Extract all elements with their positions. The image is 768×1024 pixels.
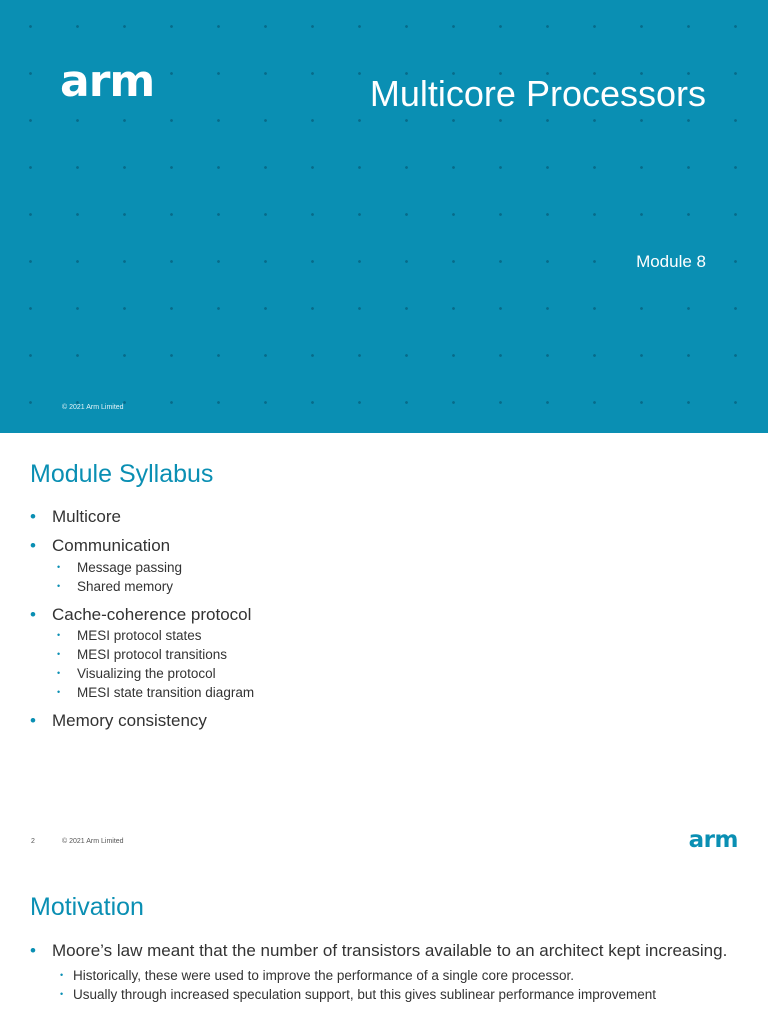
- sub-list-item-label: Usually through increased speculation support, but this gives sublinear performance improvement: [73, 987, 657, 1002]
- sub-list-item: [60, 966, 740, 985]
- sub-list-item: [55, 683, 730, 702]
- sub-list-item: [55, 577, 730, 596]
- sub-list-item-label: MESI protocol transitions: [77, 647, 228, 663]
- list-item: [30, 507, 730, 527]
- sub-list-item: [60, 985, 740, 1004]
- motivation-slide: [0, 861, 768, 1024]
- sub-list-item: [55, 645, 730, 664]
- bullet-icon: •: [30, 536, 36, 556]
- list-item: [30, 711, 730, 731]
- list-item: [30, 536, 730, 556]
- bullet-icon: •: [30, 941, 36, 960]
- bullet-icon: •: [57, 668, 61, 679]
- list-item-label: Communication: [52, 536, 171, 556]
- bullet-icon: •: [57, 649, 61, 660]
- slide-title: Multicore Processors: [369, 73, 706, 114]
- sub-list-item: [55, 558, 730, 577]
- sub-list-item-label: MESI state transition diagram: [77, 685, 255, 701]
- arm-logo: arm: [60, 56, 155, 107]
- sub-list-item-label: Message passing: [77, 559, 183, 575]
- bullet-icon: •: [57, 561, 61, 572]
- sub-list-item: [55, 664, 730, 683]
- bullet-icon: •: [60, 970, 64, 980]
- slide-title: Module Syllabus: [30, 460, 214, 488]
- list-item-label: Memory consistency: [52, 711, 207, 731]
- copyright-text: © 2021 Arm Limited: [62, 838, 124, 845]
- bullet-icon: •: [60, 989, 64, 999]
- module-label: Module 8: [636, 252, 706, 271]
- bullet-icon: •: [30, 604, 36, 624]
- sub-list-item: [55, 626, 730, 645]
- copyright-text: © 2021 Arm Limited: [62, 404, 124, 411]
- list-item-label: Moore’s law meant that the number of transistors available to an architect kept increasing.: [52, 941, 728, 960]
- page-number: 2: [31, 838, 35, 845]
- bullet-icon: •: [57, 580, 61, 591]
- bullet-icon: •: [57, 687, 61, 698]
- title-slide: [0, 0, 768, 433]
- slide-title: Motivation: [30, 893, 144, 921]
- sub-list-item-label: MESI protocol states: [77, 628, 202, 644]
- motivation-list: [30, 939, 740, 1004]
- list-item-label: Cache-coherence protocol: [52, 604, 252, 624]
- syllabus-slide: [0, 433, 768, 861]
- syllabus-list: [30, 507, 730, 732]
- list-item: [30, 605, 730, 625]
- arm-logo: arm: [688, 827, 738, 853]
- bullet-icon: •: [57, 630, 61, 641]
- sub-list-item-label: Visualizing the protocol: [77, 666, 216, 682]
- sub-list-item-label: Shared memory: [77, 578, 174, 594]
- sub-list-item-label: Historically, these were used to improve the performance of a single core processor.: [73, 968, 574, 983]
- bullet-icon: •: [30, 507, 36, 526]
- list-item: [30, 939, 740, 962]
- list-item-label: Multicore: [52, 507, 121, 526]
- bullet-icon: •: [30, 711, 36, 731]
